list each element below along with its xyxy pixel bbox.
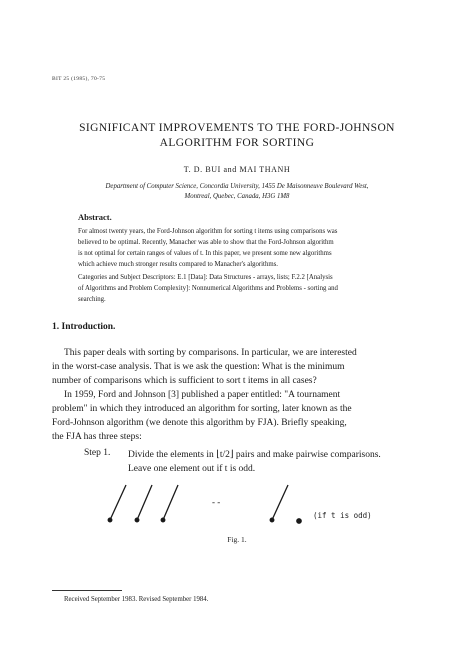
intro-p1-line-3: number of comparisons which is sufficient to sort t items in all cases? bbox=[52, 376, 317, 386]
descriptors-line-3: searching. bbox=[78, 296, 106, 303]
intro-p1-line-2: in the worst-case analysis. That is we ask the question: What is the minimum bbox=[52, 362, 345, 372]
section-heading-introduction: 1. Introduction. bbox=[52, 322, 116, 332]
pair-line-3 bbox=[163, 485, 178, 520]
step-line-2: Leave one element out if t is odd. bbox=[128, 464, 256, 474]
intro-p2-line-2: problem" in which they introduced an algorithm for sorting, later known as the bbox=[52, 404, 352, 414]
footnote-rule bbox=[52, 590, 122, 591]
pair-dot-3 bbox=[161, 518, 165, 522]
pair-line-4 bbox=[272, 485, 288, 520]
journal-reference: BIT 25 (1985), 70-75 bbox=[52, 76, 106, 82]
abstract-heading: Abstract. bbox=[78, 212, 112, 222]
pair-line-1 bbox=[110, 485, 126, 520]
pair-dot-2 bbox=[135, 518, 139, 522]
affiliation-line-1: Department of Computer Science, Concordia University, 1455 De Maisonneuve Boulevard West, bbox=[105, 183, 369, 190]
abstract-line-3: is not optimal for certain ranges of values of t. In this paper, we present some new algorithms bbox=[78, 250, 332, 257]
intro-p2-line-3: Ford-Johnson algorithm (we denote this algorithm by FJA). Briefly speaking, bbox=[52, 418, 347, 428]
descriptors-line-2: of Algorithms and Problem Complexity]: Nonnumerical Algorithms and Problems - sorting and bbox=[78, 285, 338, 292]
pair-line-2 bbox=[137, 485, 152, 520]
figure-caption: Fig. 1. bbox=[227, 535, 247, 544]
pair-dot-1 bbox=[108, 518, 112, 522]
paper-title-line-1: SIGNIFICANT IMPROVEMENTS TO THE FORD-JOHNSON bbox=[79, 122, 395, 134]
intro-p2-line-1: In 1959, Ford and Johnson [3] published a paper entitled: "A tournament bbox=[64, 390, 341, 400]
affiliation-line-2: Montreal, Quebec, Canada, H3G 1M8 bbox=[184, 193, 290, 200]
intro-p2-line-4: the FJA has three steps: bbox=[52, 432, 142, 442]
step-label: Step 1. bbox=[84, 448, 111, 458]
descriptors-line-1: Categories and Subject Descriptors: E.1 [Data]: Data Structures - arrays, lists; F.2.2 [Analysis bbox=[78, 274, 333, 281]
figure-ellipsis: - - bbox=[212, 497, 221, 507]
intro-p1-line-1: This paper deals with sorting by comparisons. In particular, we are interested bbox=[64, 348, 357, 358]
odd-element-note: (if t is odd) bbox=[313, 511, 372, 520]
abstract-line-2: believed to be optimal. Recently, Manacher was able to show that the Ford-Johnson algorithm bbox=[78, 239, 334, 246]
abstract-line-4: which achieve much stronger results compared to Manacher's algorithms. bbox=[78, 261, 278, 268]
abstract-line-1: For almost twenty years, the Ford-Johnson algorithm for sorting t items using comparisons was bbox=[78, 228, 338, 235]
step-line-1: Divide the elements in ⌊t/2⌋ pairs and make pairwise comparisons. bbox=[128, 450, 381, 460]
authors: T. D. BUI and MAI THANH bbox=[183, 165, 291, 174]
pair-dot-4 bbox=[270, 518, 274, 522]
paper-title-line-2: ALGORITHM FOR SORTING bbox=[159, 137, 315, 149]
received-footnote: Received September 1983. Revised September 1984. bbox=[64, 596, 209, 603]
odd-element-dot bbox=[297, 519, 301, 523]
